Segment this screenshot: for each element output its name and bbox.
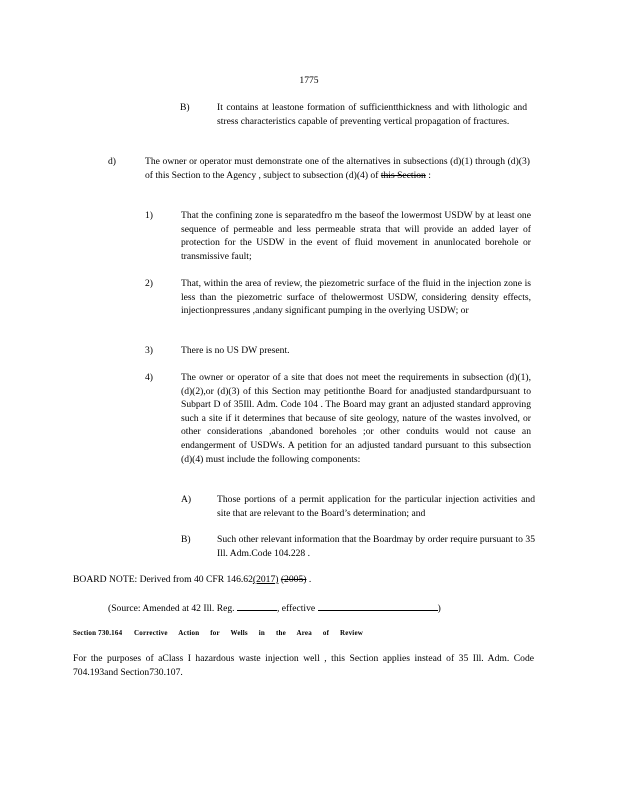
register-page-blank	[237, 600, 277, 611]
section-number: Section 730.164	[73, 629, 123, 637]
source-text: (Source: Amended at 42 Ill. Reg.	[108, 603, 235, 614]
page-number: 1775	[299, 75, 319, 86]
item-3-text: There is no US DW present.	[181, 345, 290, 356]
board-note-text: BOARD NOTE: Derived from 40 CFR 146.62	[73, 574, 253, 585]
item-1-text: That the confining zone is separatedfro m the baseof the lowermost USDW by at least one sequence of permeable and less permeable strata that will provide an added layer of protection for the USDW in the event of fluid movement in anunlocated borehole or transmissive fault;	[181, 210, 531, 262]
item-b-marker: B)	[180, 102, 190, 113]
item-2-text: That, within the area of review, the piezometric surface of the fluid in the injection zone is less than the piezometric surface of thelowermost USDW, considering density effects, injectionpressures ,andany significant pumping in the overlying USDW; or	[181, 278, 531, 317]
source-close: )	[437, 603, 441, 614]
item-2-marker: 2)	[145, 278, 153, 289]
item-b-text: It contains at leastone formation of sufficientthickness and with lithologic and stress characteristics capable of preventing vertical propagation of fractures.	[217, 102, 527, 127]
item-4-marker: 4)	[145, 372, 153, 383]
effective-date-blank	[318, 600, 438, 611]
board-note-added-year: (2017)	[252, 574, 279, 585]
item-4-text: The owner or operator of a site that does not meet the requirements in subsection (d)(1), (d)(2),or (d)(3) of this Section may petitionthe Board for anadjusted standardpursuant to Subpart D of 35Ill. Adm. Code 104 . The Board may grant an adjusted standard approving such a site if it determines that because of site geology, nature of the wastes involved, or other considerations ,abandoned boreholes ;or other conduits would not cause an endangerment of USDWs. A petition for an adjusted tandard pursuant to this subsection (d)(4) must include the following components:	[181, 372, 531, 465]
section-heading	[73, 627, 363, 641]
section-title: Corrective Action for Wells in the Area of Review	[133, 629, 364, 637]
item-4b-text: Such other relevant information that the Boardmay by order require pursuant to 35 Ill. Adm.Code 104.228 .	[217, 534, 535, 559]
item-4a-marker: A)	[181, 494, 192, 505]
closing-paragraph: For the purposes of aClass I hazardous waste injection well , this Section applies instead of 35 Ill. Adm. Code 704.193and Section730.107.	[73, 653, 534, 678]
item-1-marker: 1)	[145, 210, 153, 221]
item-d-text-part2: :	[425, 169, 431, 181]
item-3-marker: 3)	[145, 345, 153, 356]
board-note-deleted-year: (2005)	[280, 574, 307, 585]
item-d-struck-text: this Section	[380, 169, 426, 181]
item-d-text-part1: The owner or operator must demonstrate one of the alternatives in subsections (d)(1) through (d)(3) of this Section to the Agency , subject to subsection (d)(4) of	[145, 156, 530, 181]
item-4a-text: Those portions of a permit application for the particular injection activities and site that are relevant to the Board’s determination; and	[217, 494, 535, 519]
source-effective: , effective	[276, 603, 316, 614]
board-note-end: .	[306, 574, 312, 585]
item-d-marker: d)	[108, 156, 116, 167]
board-note	[73, 573, 311, 587]
item-4b-marker: B)	[181, 534, 191, 545]
source-line	[108, 600, 441, 616]
item-d-text	[145, 155, 530, 182]
